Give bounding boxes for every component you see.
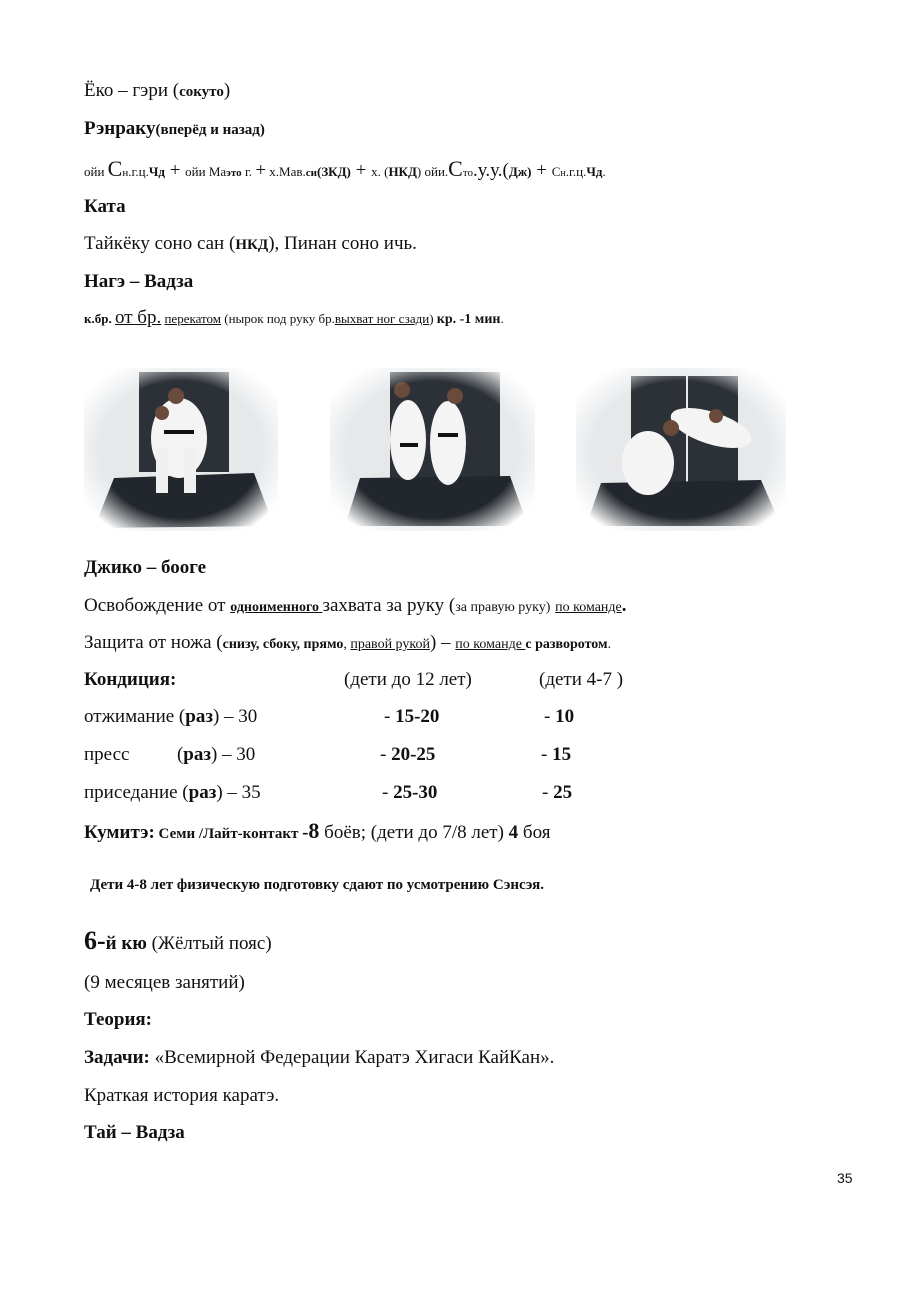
throw-photo-1 [84,368,278,531]
renraku-heading: Рэнраку(вперёд и назад) [84,118,265,139]
pushups-value-4-7: - 10 [544,706,575,727]
condition-header-under-12: (дети до 12 лет) [344,669,472,690]
page-number: 35 [837,1170,853,1186]
press-value-under-12: - 20-25 [380,744,436,765]
yoko-geri-line: Ёко – гэри (сокуто) [84,80,231,101]
tai-vadza-heading: Тай – Вадза [84,1122,185,1143]
condition-heading: Кондиция: [84,669,177,690]
throw-photo-3 [576,368,786,531]
pushups-value-under-12: - 15-20 [384,706,440,727]
condition-row-press: пресс (раз) – 30 [84,744,256,765]
release-grab-line: Освобождение от одноименного захвата за руку (за правую руку) по команде. [84,595,627,616]
squats-value-under-12: - 25-30 [382,782,438,803]
press-value-4-7: - 15 [541,744,572,765]
training-duration: (9 месяцев занятий) [84,972,245,993]
condition-row-pushups: отжимание (раз) – 30 [84,706,258,727]
nage-vadza-description: к.бр. от бр. перекатом (нырок под руку бр.выхват ног сзади) кр. -1 мин. [84,307,504,328]
renraku-sequence: ойи Сн.г.ц.Чд + ойи Маэто г. + х.Мав.си(ЗКД) + х. (НКД) ойи.Сто.у.у.(Дж) + Сн.г.ц.Чд. [84,156,606,181]
jiko-booge-heading: Джико – бооге [84,557,207,578]
throw-photo-2 [330,368,535,531]
theory-heading: Теория: [84,1009,153,1030]
kyu-heading: 6-й кю (Жёлтый пояс) [84,926,272,955]
tasks-line: Задачи: «Всемирной Федерации Каратэ Хигаси КайКан». [84,1047,555,1068]
nage-vadza-heading: Нагэ – Вадза [84,271,194,292]
kumite-line: Кумитэ: Семи /Лайт-контакт -8 боёв; (дети до 7/8 лет) 4 боя [84,818,551,843]
squats-value-4-7: - 25 [542,782,573,803]
knife-defense-line: Защита от ножа (снизу, сбоку, прямо, правой рукой) – по команде с разворотом. [84,632,612,653]
kata-list: Тайкёку соно сан (НКД), Пинан соно ичь. [84,233,417,254]
condition-row-squats: приседание (раз) – 35 [84,782,261,803]
karate-history-line: Краткая история каратэ. [84,1085,280,1106]
condition-header-4-7: (дети 4-7 ) [539,669,624,690]
physical-training-note: Дети 4-8 лет физическую подготовку сдают по усмотрению Сэнсэя. [90,877,544,893]
kata-heading: Ката [84,196,126,217]
